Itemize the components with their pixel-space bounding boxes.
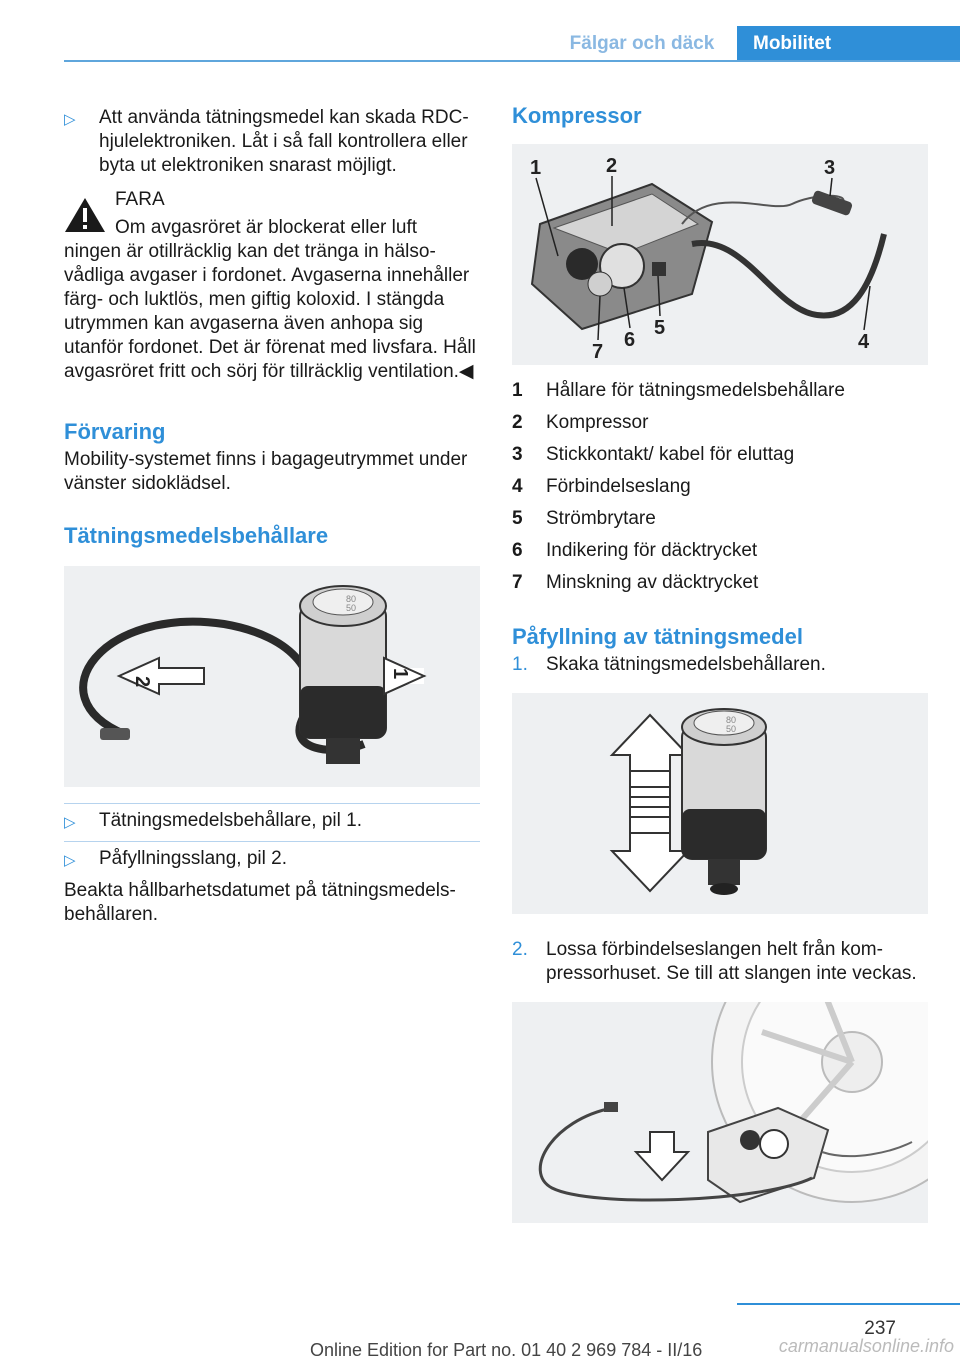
compressor-illustration bbox=[512, 144, 928, 365]
part-label: Stickkontakt/ kabel för eluttag bbox=[546, 444, 795, 465]
parts-list-item bbox=[512, 443, 928, 475]
dial-label-80: 80 bbox=[346, 594, 357, 604]
container-heading: Tätningsmedelsbehållare bbox=[64, 523, 329, 548]
step-number: 2. bbox=[512, 939, 528, 960]
triangle-bullet-icon: ▷ bbox=[64, 111, 76, 128]
warning-label: FARA bbox=[115, 189, 165, 210]
figure-disconnect-hose bbox=[512, 1002, 928, 1223]
storage-text: Mobility-systemet finns i bagageutrymmet under vänster sidoklädsel. bbox=[64, 449, 468, 494]
edition-info: Online Edition for Part no. 01 40 2 969 784 - II/16 bbox=[310, 1340, 703, 1360]
fig-label-1: 1 bbox=[530, 157, 542, 179]
fig-label-7: 7 bbox=[592, 341, 604, 363]
part-label: Förbindelseslang bbox=[546, 476, 691, 497]
danger-warning bbox=[64, 188, 480, 384]
fig-label-4: 4 bbox=[858, 331, 870, 353]
figure-compressor bbox=[512, 144, 928, 365]
warning-text: ningen är otillräcklig kan det tränga in hälsovådliga avgaser i fordonet. Avgaserna innehåller färg- och luktlös, men giftig koloxid. I stängda utrymmen kan avgaserna även anhopa sig utanför fordonet. Det är förenat med livsfara. Håll avgasröret fritt och sörj för tillräcklig ventilation.◀ bbox=[64, 241, 476, 382]
bullet-text: Att använda tätningsmedel kan skada RDC-hjulelektroniken. Låt i så fall kontrollera eller byta ut elektroniken snarast möjligt. bbox=[99, 107, 469, 176]
part-label: Minskning av däcktrycket bbox=[546, 572, 759, 593]
part-number: 3 bbox=[512, 444, 523, 465]
part-number: 5 bbox=[512, 508, 523, 529]
fig-label-6: 6 bbox=[624, 329, 636, 351]
step-text: Skaka tätningsmedelsbehållaren. bbox=[546, 654, 826, 675]
part-number: 2 bbox=[512, 412, 523, 433]
part-label: Indikering för däcktrycket bbox=[546, 540, 758, 561]
sealant-container-illustration bbox=[64, 566, 480, 787]
part-label: Kompressor bbox=[546, 412, 649, 433]
parts-list bbox=[512, 379, 928, 603]
compressor-heading: Kompressor bbox=[512, 103, 642, 128]
watermark: carmanualsonline.info bbox=[778, 1336, 954, 1356]
parts-list-item bbox=[512, 571, 928, 603]
storage-heading: Förvaring bbox=[64, 419, 166, 444]
footer-rule bbox=[737, 1303, 960, 1305]
arrow-label-2: 2 bbox=[131, 676, 153, 688]
arrow-label-1: 1 bbox=[389, 668, 411, 680]
disconnect-hose-illustration bbox=[512, 1002, 928, 1223]
parts-list-item bbox=[512, 475, 928, 507]
fig-label-3: 3 bbox=[824, 157, 836, 179]
step-number: 1. bbox=[512, 654, 528, 675]
figure-sealant-container bbox=[64, 566, 480, 787]
left-column bbox=[64, 100, 480, 927]
part-number: 1 bbox=[512, 380, 523, 401]
part-number: 6 bbox=[512, 540, 523, 561]
bullet-text: Tätningsmedelsbehållare, pil 1. bbox=[99, 810, 362, 831]
part-number: 4 bbox=[512, 476, 523, 497]
step-2 bbox=[512, 938, 928, 986]
shake-illustration bbox=[512, 693, 928, 914]
right-column bbox=[512, 100, 928, 1223]
part-number: 7 bbox=[512, 572, 523, 593]
step-1 bbox=[512, 653, 928, 677]
triangle-bullet-icon: ▷ bbox=[64, 814, 76, 831]
page-number: 237 bbox=[864, 1318, 896, 1339]
warning-text-indented: Om avgasröret är blockerat eller luft bbox=[115, 217, 418, 238]
parts-list-item bbox=[512, 379, 928, 411]
bullet-container-arrow1 bbox=[64, 809, 480, 833]
header-tab-rims-tires[interactable]: Fälgar och däck bbox=[569, 33, 715, 54]
parts-list-item bbox=[512, 507, 928, 539]
header-rule bbox=[64, 60, 960, 62]
dial-label-50: 50 bbox=[346, 603, 357, 613]
triangle-bullet-icon: ▷ bbox=[64, 852, 76, 869]
parts-list-item bbox=[512, 411, 928, 443]
header-tab-mobility[interactable]: Mobilitet bbox=[737, 26, 960, 62]
fig-label-2: 2 bbox=[606, 155, 618, 177]
bullet-text: Påfyllningsslang, pil 2. bbox=[99, 848, 287, 869]
bullet-hose-arrow2 bbox=[64, 847, 480, 871]
part-label: Hållare för tätningsmedelsbehållare bbox=[546, 380, 845, 401]
warning-triangle-icon bbox=[64, 196, 106, 234]
fig-label-5: 5 bbox=[654, 317, 666, 339]
dial-label-50: 50 bbox=[726, 724, 737, 734]
bullet-rdc-warning bbox=[64, 100, 480, 178]
parts-list-item bbox=[512, 539, 928, 571]
dial-label-80: 80 bbox=[726, 715, 737, 725]
figure-shake-container bbox=[512, 693, 928, 914]
part-label: Strömbrytare bbox=[546, 508, 656, 529]
fill-heading: Påfyllning av tätningsmedel bbox=[512, 624, 803, 649]
step-text: Lossa förbindelseslangen helt från kompressorhuset. Se till att slangen inte veckas. bbox=[546, 939, 917, 984]
expiry-text: Beakta hållbarhetsdatumet på tätningsmedelsbehållaren. bbox=[64, 880, 456, 925]
